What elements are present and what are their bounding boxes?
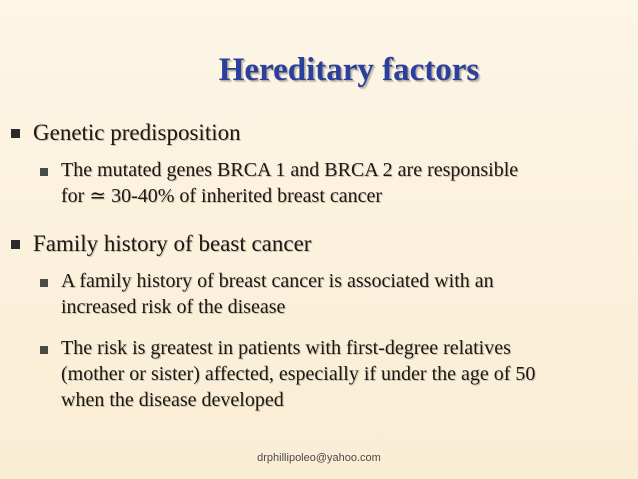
slide-title: Hereditary factors — [218, 52, 480, 88]
section-heading-family: Family history of beast cancer — [33, 231, 312, 256]
point-risk-line-1: The risk is greatest in patients with first-degree relatives — [61, 337, 511, 359]
bullet-square-icon — [11, 240, 20, 249]
point-family-line-1: A family history of breast cancer is associated with an — [61, 270, 494, 292]
sub-bullet-square-icon — [40, 168, 48, 176]
point-brca-line-2: for ≃ 30-40% of inherited breast cancer — [61, 185, 383, 207]
section-heading-genetic: Genetic predisposition — [33, 120, 241, 145]
sub-bullet-square-icon — [40, 346, 48, 354]
bullet-square-icon — [11, 129, 20, 138]
point-family-line-2: increased risk of the disease — [61, 296, 286, 318]
sub-bullet-square-icon — [40, 279, 48, 287]
footer-email: drphillipoleo@yahoo.com — [257, 452, 381, 464]
point-risk-line-2: (mother or sister) affected, especially if under the age of 50 — [61, 363, 536, 385]
point-brca-line-1: The mutated genes BRCA 1 and BRCA 2 are responsible — [61, 159, 519, 181]
point-risk-line-3: when the disease developed — [61, 389, 284, 411]
